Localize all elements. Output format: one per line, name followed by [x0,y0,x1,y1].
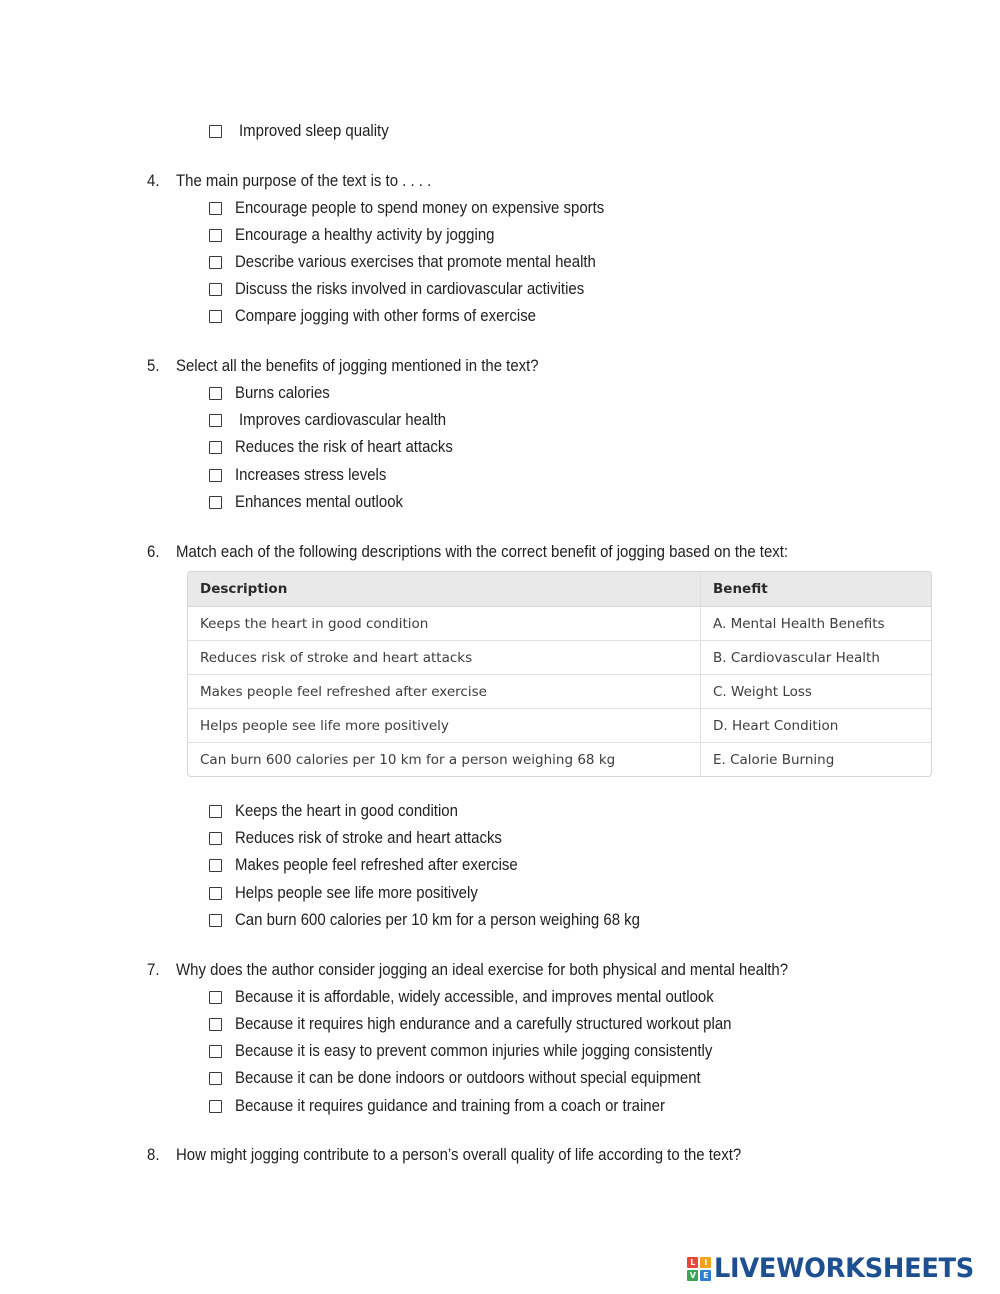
q7-option-1[interactable] [209,987,779,1007]
q5-option-5[interactable] [209,492,426,512]
checkbox[interactable] [209,496,222,509]
checkbox[interactable] [209,387,222,400]
option-label: Compare jogging with other forms of exercise [235,306,537,325]
option-label: Keeps the heart in good condition [235,801,458,820]
question-text: The main purpose of the text is to . . . . [176,171,432,190]
option-label: Can burn 600 calories per 10 km for a person weighing 68 kg [235,910,640,929]
q7-option-5[interactable] [209,1096,724,1116]
q7-option-2[interactable] [209,1014,799,1034]
checkbox[interactable] [209,1045,222,1058]
table-cell-benefit: D. Heart Condition [701,709,931,743]
table-cell-benefit: B. Cardiovascular Health [701,641,931,675]
option-label: Because it can be done indoors or outdoors without special equipment [235,1068,701,1087]
option-label: Improved sleep quality [239,121,389,140]
option-label: Because it is easy to prevent common injuries while jogging consistently [235,1041,713,1060]
table-header-row [188,572,931,607]
checkbox[interactable] [209,991,222,1004]
q5-option-4[interactable] [209,465,407,485]
table-row [188,607,931,641]
table-row [188,641,931,675]
q4-option-1[interactable] [209,198,655,218]
logo-mark-letter: L [687,1257,698,1268]
q5-option-3[interactable] [209,437,483,457]
question-number: 5. [147,356,160,375]
q6-option-4[interactable] [209,883,511,903]
logo-mark-letter: I [700,1257,711,1268]
checkbox[interactable] [209,805,222,818]
q4-option-2[interactable] [209,225,530,245]
q6-option-1[interactable] [209,801,488,821]
question-text: Why does the author consider jogging an ideal exercise for both physical and mental health? [176,960,789,979]
checkbox[interactable] [209,832,222,845]
table-header-benefit: Benefit [701,572,931,607]
liveworksheets-logo[interactable] [687,1253,988,1284]
logo-mark-letter: V [687,1270,698,1281]
option-label: Improves cardiovascular health [239,410,447,429]
q7-option-4[interactable] [209,1068,764,1088]
table-row [188,743,931,776]
table-cell-description: Reduces risk of stroke and heart attacks [188,641,701,675]
checkbox[interactable] [209,229,222,242]
option-label: Increases stress levels [235,465,387,484]
table-cell-benefit: C. Weight Loss [701,675,931,709]
checkbox[interactable] [209,310,222,323]
option-label: Encourage people to spend money on expensive sports [235,198,605,217]
q6-option-2[interactable] [209,828,538,848]
checkbox[interactable] [209,283,222,296]
logo-mark-letter: E [700,1270,711,1281]
checkbox[interactable] [209,441,222,454]
checkbox[interactable] [209,859,222,872]
question-number: 7. [147,960,160,979]
option-label: Discuss the risks involved in cardiovascular activities [235,279,585,298]
table-header-description: Description [188,572,701,607]
checkbox[interactable] [209,256,222,269]
checkbox[interactable] [209,1100,222,1113]
table-cell-description: Makes people feel refreshed after exercise [188,675,701,709]
option-label: Reduces risk of stroke and heart attacks [235,828,502,847]
checkbox[interactable] [209,914,222,927]
option-label: Burns calories [235,383,330,402]
question-text: How might jogging contribute to a person’s overall quality of life according to the text? [176,1145,742,1164]
option-label: Encourage a healthy activity by jogging [235,225,495,244]
checkbox[interactable] [209,1018,222,1031]
table-cell-description: Can burn 600 calories per 10 km for a person weighing 68 kg [188,743,701,776]
checkbox[interactable] [209,887,222,900]
option-label: Because it is affordable, widely accessible, and improves mental outlook [235,987,714,1006]
matching-table [187,571,932,777]
checkbox[interactable] [209,1072,222,1085]
q7-option-3[interactable] [209,1041,777,1061]
table-row [188,675,931,709]
question-text: Select all the benefits of jogging mentioned in the text? [176,356,539,375]
table-cell-benefit: A. Mental Health Benefits [701,607,931,641]
checkbox[interactable] [209,469,222,482]
q4-option-5[interactable] [209,306,577,326]
option-label: Enhances mental outlook [235,492,403,511]
question-number: 6. [147,542,160,561]
checkbox[interactable] [209,414,222,427]
option-label: Helps people see life more positively [235,883,478,902]
option-label: Describe various exercises that promote mental health [235,252,596,271]
question-number: 4. [147,171,160,190]
q4-option-3[interactable] [209,252,645,272]
option-label: Makes people feel refreshed after exercise [235,855,518,874]
table-row [188,709,931,743]
question-text: Match each of the following descriptions with the correct benefit of jogging based on the text: [176,542,789,561]
option-label: Because it requires guidance and training from a coach or trainer [235,1096,665,1115]
logo-mark-icon [687,1257,711,1281]
option-label: Because it requires high endurance and a carefully structured workout plan [235,1014,732,1033]
question-number: 8. [147,1145,160,1164]
table-cell-description: Keeps the heart in good condition [188,607,701,641]
q5-option-1[interactable] [209,383,343,403]
checkbox[interactable] [209,202,222,215]
option-label: Reduces the risk of heart attacks [235,437,453,456]
checkbox[interactable] [209,125,222,138]
q4-option-4[interactable] [209,279,632,299]
table-cell-description: Helps people see life more positively [188,709,701,743]
table-cell-benefit: E. Calorie Burning [713,751,835,768]
q6-option-5[interactable] [209,910,695,930]
logo-text: LIVEWORKSHEETS [714,1253,975,1284]
q5-option-2[interactable] [209,410,474,430]
q3-option-1[interactable] [209,121,409,141]
q6-option-3[interactable] [209,855,556,875]
